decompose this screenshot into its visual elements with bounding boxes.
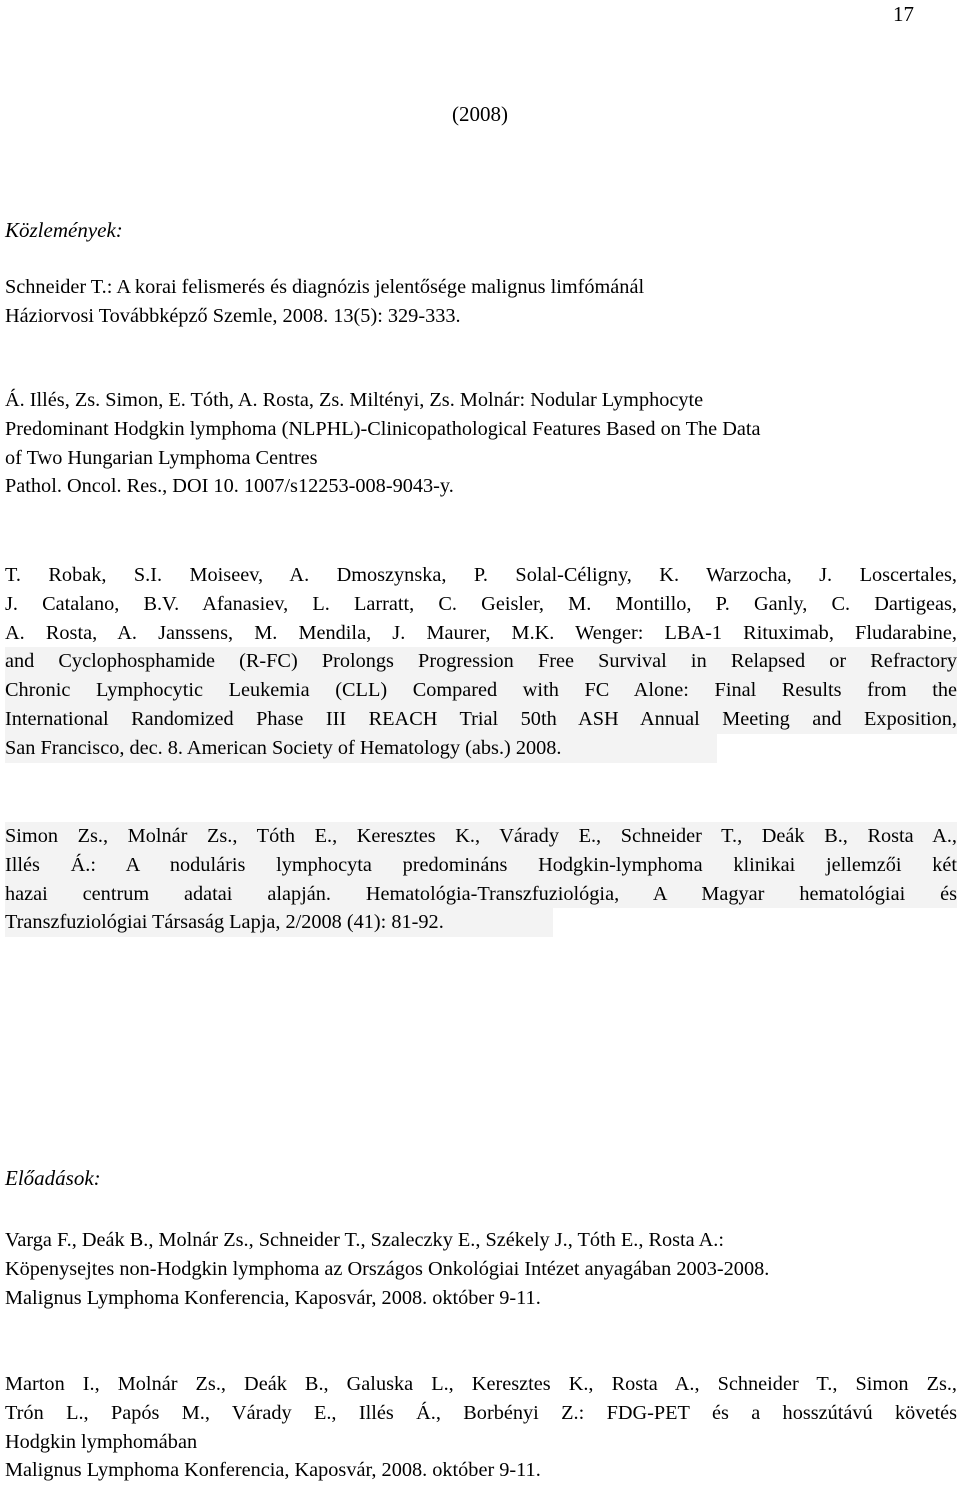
entry-line: hazai centrum adatai alapján. Hematológia-Transzfuziológia, A Magyar hematológiai és <box>5 880 957 909</box>
presentation-entry-1 <box>5 1226 957 1312</box>
entry-line: Predominant Hodgkin lymphoma (NLPHL)-Clinicopathological Features Based on The Data <box>5 417 761 440</box>
entry-line: Schneider T.: A korai felismerés és diagnózis jelentősége malignus limfómánál <box>5 276 645 298</box>
entry-line: Malignus Lymphoma Konferencia, Kaposvár, 2008. október 9-11. <box>5 1459 541 1482</box>
entry-line: Á. Illés, Zs. Simon, E. Tóth, A. Rosta, Zs. Miltényi, Zs. Molnár: Nodular Lymphocyte <box>5 389 704 411</box>
entry-line: Trón L., Papós M., Várady E., Illés Á., Borbényi Z.: FDG-PET és a hosszútávú követés <box>5 1401 957 1424</box>
publication-entry-3 <box>5 561 957 763</box>
entry-line: Transzfuziológiai Társaság Lapja, 2/2008 (41): 81-92. <box>5 908 553 937</box>
entry-line: J. Catalano, B.V. Afanasiev, L. Larratt, C. Geisler, M. Montillo, P. Ganly, C. Dartigeas, <box>5 592 957 615</box>
entry-line: Köpenysejtes non-Hodgkin lymphoma az Országos Onkológiai Intézet anyagában 2003-2008. <box>5 1257 770 1280</box>
entry-line: San Francisco, dec. 8. American Society of Hematology (abs.) 2008. <box>5 734 717 763</box>
page-number: 17 <box>893 2 914 26</box>
presentation-entry-2 <box>5 1370 957 1485</box>
entry-line: of Two Hungarian Lymphoma Centres <box>5 446 318 469</box>
entry-line: and Cyclophosphamide (R-FC) Prolongs Progression Free Survival in Relapsed or Refractory <box>5 647 957 676</box>
year-heading: (2008) <box>452 102 508 126</box>
entry-line: Simon Zs., Molnár Zs., Tóth E., Keresztes K., Várady E., Schneider T., Deák B., Rosta A., <box>5 822 957 851</box>
entry-line: Hodgkin lymphomában <box>5 1430 198 1453</box>
publication-entry-4 <box>5 822 957 937</box>
entry-line: Malignus Lymphoma Konferencia, Kaposvár, 2008. október 9-11. <box>5 1286 541 1309</box>
presentations-heading: Előadások: <box>5 1166 101 1190</box>
entry-line: Marton I., Molnár Zs., Deák B., Galuska L., Keresztes K., Rosta A., Schneider T., Simon Zs., <box>5 1373 957 1395</box>
entry-line: T. Robak, S.I. Moiseev, A. Dmoszynska, P. Solal-Céligny, K. Warzocha, J. Loscertales, <box>5 564 957 586</box>
entry-line: A. Rosta, A. Janssens, M. Mendila, J. Maurer, M.K. Wenger: LBA-1 Rituximab, Fludarabine, <box>5 621 957 644</box>
entry-line: Chronic Lymphocytic Leukemia (CLL) Compared with FC Alone: Final Results from the <box>5 676 957 705</box>
entry-line: Pathol. Oncol. Res., DOI 10. 1007/s12253-008-9043-y. <box>5 475 454 498</box>
entry-line: Varga F., Deák B., Molnár Zs., Schneider T., Szaleczky E., Székely J., Tóth E., Rosta A.: <box>5 1229 724 1251</box>
entry-line: Háziorvosi Továbbképző Szemle, 2008. 13(5): 329-333. <box>5 304 461 327</box>
entry-line: Illés Á.: A noduláris lymphocyta predomináns Hodgkin-lymphoma klinikai jellemzői két <box>5 851 957 880</box>
entry-line: International Randomized Phase III REACH Trial 50th ASH Annual Meeting and Exposition, <box>5 705 957 734</box>
publication-entry-2 <box>5 386 957 501</box>
publication-entry-1 <box>5 273 957 331</box>
publications-heading: Közlemények: <box>5 218 123 242</box>
